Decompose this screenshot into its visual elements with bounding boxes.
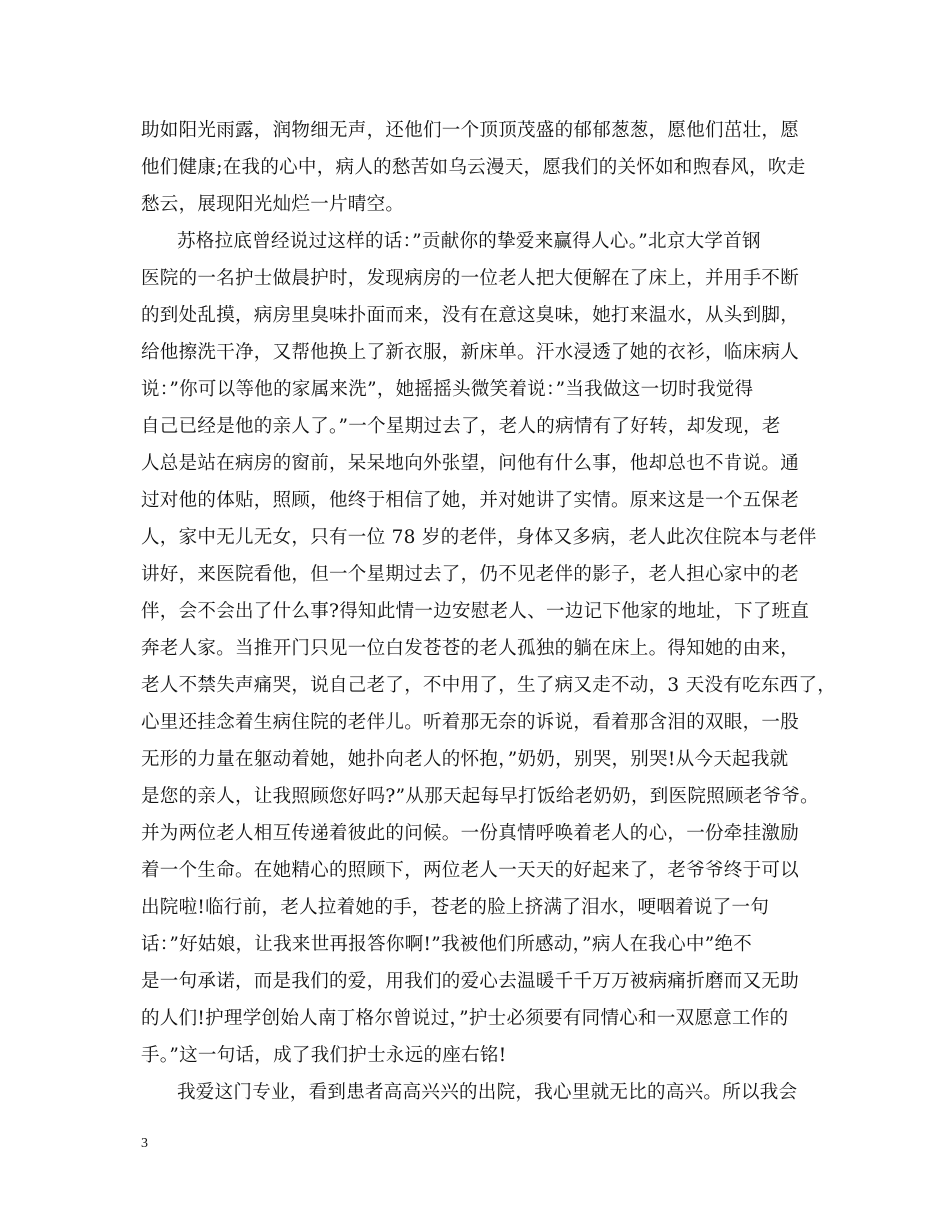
page-number: 3 (141, 1136, 148, 1151)
text-line: 自己已经是他的亲人了。”一个星期过去了，老人的病情有了好转，却发现，老 (141, 416, 781, 437)
text-line: 手。”这一句话，成了我们护士永远的座右铭! (141, 1045, 507, 1066)
text-line: 的到处乱摸，病房里臭味扑面而来，没有在意这臭味，她打来温水，从头到脚， (141, 305, 800, 326)
text-line: 说：”你可以等他的家属来洗”，她摇摇头微笑着说：”当我做这一切时我觉得 (141, 379, 754, 400)
text-line: 给他擦洗干净，又帮他换上了新衣服，新床单。汗水浸透了她的衣衫，临床病人 (141, 342, 800, 363)
text-line: 的人们!护理学创始人南丁格尔曾说过，”护士必须要有同情心和一双愿意工作的 (141, 1008, 789, 1029)
text-line: 是一句承诺，而是我们的爱，用我们的爱心去温暖千千万万被病痛折磨而又无助 (141, 971, 800, 992)
text-line: 无形的力量在躯动着她，她扑向老人的怀抱，”奶奶，别哭，别哭!从今天起我就 (141, 749, 789, 770)
text-line: 并为两位老人相互传递着彼此的问候。一份真情呼唤着老人的心，一份牵挂激励 (141, 823, 800, 844)
text-line: 奔老人家。当推开门只见一位白发苍苍的老人孤独的躺在床上。得知她的由来， (141, 638, 800, 659)
text-line: 讲好，来医院看他，但一个星期过去了，仍不见老伴的影子，老人担心家中的老 (141, 564, 800, 585)
text-line: 心里还挂念着生病住院的老伴儿。听着那无奈的诉说，看着那含泪的双眼，一股 (141, 712, 800, 733)
text-line: 他们健康;在我的心中，病人的愁苦如乌云漫天，愿我们的关怀如和煦春风，吹走 (141, 157, 806, 178)
text-line: 话：”好姑娘，让我来世再报答你啊!”我被他们所感动，”病人在我心中”绝不 (141, 934, 753, 955)
paragraph-start-line: 苏格拉底曾经说过这样的话：”贡献你的挚爱来赢得人心。”北京大学首钢 (177, 231, 761, 252)
paragraph-start-line: 我爱这门专业，看到患者高高兴兴的出院，我心里就无比的高兴。所以我会 (177, 1082, 798, 1103)
text-line: 助如阳光雨露，润物细无声，还他们一个顶顶茂盛的郁郁葱葱，愿他们茁壮，愿 (141, 120, 800, 141)
text-line: 出院啦!临行前，老人拉着她的手，苍老的脸上挤满了泪水，哽咽着说了一句 (141, 897, 770, 918)
text-line: 着一个生命。在她精心的照顾下，两位老人一天天的好起来了，老爷爷终于可以 (141, 860, 800, 881)
text-line: 愁云，展现阳光灿烂一片晴空。 (141, 194, 405, 215)
text-line: 老人不禁失声痛哭，说自己老了，不中用了，生了病又走不动，3 天没有吃东西了， (141, 675, 837, 696)
text-line: 伴，会不会出了什么事?得知此情一边安慰老人、一边记下他家的地址，下了班直 (141, 601, 810, 622)
text-line: 过对他的体贴，照顾，他终于相信了她，并对她讲了实情。原来这是一个五保老 (141, 490, 800, 511)
text-line: 人总是站在病房的窗前，呆呆地向外张望，问他有什么事，他却总也不肯说。通 (141, 453, 800, 474)
text-line: 是您的亲人，让我照顾您好吗?”从那天起每早打饭给老奶奶，到医院照顾老爷爷。 (141, 786, 819, 807)
text-line: 医院的一名护士做晨护时，发现病房的一位老人把大便解在了床上，并用手不断 (141, 268, 800, 289)
text-line: 人，家中无儿无女，只有一位 78 岁的老伴，身体又多病，老人此次住院本与老伴 (141, 527, 817, 548)
